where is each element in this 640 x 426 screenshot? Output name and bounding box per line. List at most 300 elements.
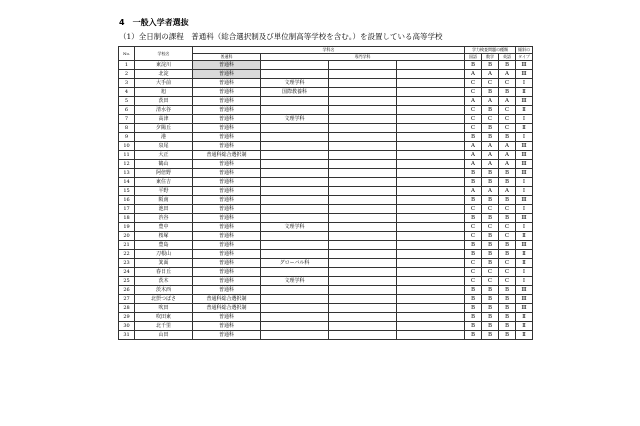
cell-eigo: A bbox=[499, 70, 516, 79]
cell-empty bbox=[329, 214, 397, 223]
header-type-line2: タイプ bbox=[516, 54, 533, 61]
cell-eigo: B bbox=[499, 322, 516, 331]
cell-school: 茨木 bbox=[135, 277, 193, 286]
table-row bbox=[119, 133, 533, 142]
cell-school: 平野 bbox=[135, 187, 193, 196]
cell-type: Ⅲ bbox=[516, 97, 533, 106]
cell-sugaku: B bbox=[482, 295, 499, 304]
cell-eigo: B bbox=[499, 133, 516, 142]
cell-no: 27 bbox=[119, 295, 135, 304]
cell-empty bbox=[397, 286, 465, 295]
cell-senmon bbox=[261, 151, 329, 160]
table-row bbox=[119, 277, 533, 286]
cell-futsu: 普通科 bbox=[193, 79, 261, 88]
cell-empty bbox=[329, 241, 397, 250]
cell-type: Ⅲ bbox=[516, 70, 533, 79]
table-row bbox=[119, 286, 533, 295]
cell-no: 10 bbox=[119, 142, 135, 151]
cell-sugaku: C bbox=[482, 205, 499, 214]
cell-senmon bbox=[261, 295, 329, 304]
cell-type: Ⅲ bbox=[516, 169, 533, 178]
cell-kokugo: C bbox=[465, 223, 482, 232]
cell-eigo: B bbox=[499, 313, 516, 322]
cell-eigo: C bbox=[499, 124, 516, 133]
cell-kokugo: C bbox=[465, 115, 482, 124]
cell-empty bbox=[397, 268, 465, 277]
cell-empty bbox=[329, 142, 397, 151]
header-type-line1: 傾斜の bbox=[516, 47, 533, 54]
cell-kokugo: B bbox=[465, 196, 482, 205]
cell-empty bbox=[397, 115, 465, 124]
table-row bbox=[119, 106, 533, 115]
cell-empty bbox=[397, 61, 465, 70]
cell-type: Ⅰ bbox=[516, 115, 533, 124]
cell-no: 3 bbox=[119, 79, 135, 88]
header-course-group: 学科名 bbox=[193, 47, 465, 54]
cell-school: 茨田 bbox=[135, 97, 193, 106]
cell-kokugo: C bbox=[465, 88, 482, 97]
cell-sugaku: B bbox=[482, 214, 499, 223]
cell-senmon bbox=[261, 106, 329, 115]
cell-kokugo: C bbox=[465, 124, 482, 133]
cell-no: 25 bbox=[119, 277, 135, 286]
cell-eigo: B bbox=[499, 88, 516, 97]
cell-sugaku: B bbox=[482, 178, 499, 187]
table-row bbox=[119, 178, 533, 187]
cell-kokugo: B bbox=[465, 133, 482, 142]
cell-eigo: A bbox=[499, 97, 516, 106]
cell-type: Ⅲ bbox=[516, 196, 533, 205]
cell-no: 4 bbox=[119, 88, 135, 97]
cell-empty bbox=[329, 178, 397, 187]
header-no: No. bbox=[119, 47, 135, 61]
cell-senmon bbox=[261, 178, 329, 187]
cell-senmon bbox=[261, 196, 329, 205]
cell-empty bbox=[397, 223, 465, 232]
cell-school: 山田 bbox=[135, 331, 193, 340]
cell-type: Ⅰ bbox=[516, 187, 533, 196]
cell-empty bbox=[329, 205, 397, 214]
cell-kokugo: A bbox=[465, 97, 482, 106]
cell-futsu: 普通科 bbox=[193, 331, 261, 340]
cell-empty bbox=[329, 250, 397, 259]
cell-senmon bbox=[261, 214, 329, 223]
cell-school: 豊中 bbox=[135, 223, 193, 232]
cell-empty bbox=[329, 97, 397, 106]
cell-school: 阪南 bbox=[135, 196, 193, 205]
cell-kokugo: A bbox=[465, 151, 482, 160]
table-row bbox=[119, 196, 533, 205]
cell-no: 24 bbox=[119, 268, 135, 277]
table-row bbox=[119, 61, 533, 70]
cell-senmon bbox=[261, 142, 329, 151]
table-row bbox=[119, 142, 533, 151]
cell-empty bbox=[397, 178, 465, 187]
cell-eigo: B bbox=[499, 304, 516, 313]
table-row bbox=[119, 115, 533, 124]
cell-school: 北千里 bbox=[135, 322, 193, 331]
cell-sugaku: B bbox=[482, 331, 499, 340]
cell-no: 22 bbox=[119, 250, 135, 259]
cell-futsu: 普通科 bbox=[193, 214, 261, 223]
cell-sugaku: B bbox=[482, 133, 499, 142]
cell-kokugo: B bbox=[465, 322, 482, 331]
cell-eigo: B bbox=[499, 250, 516, 259]
cell-no: 9 bbox=[119, 133, 135, 142]
table-row bbox=[119, 241, 533, 250]
header-exam-group: 学力検査問題の種類 bbox=[465, 47, 516, 54]
cell-kokugo: B bbox=[465, 304, 482, 313]
cell-type: Ⅲ bbox=[516, 151, 533, 160]
cell-school: 吹田 bbox=[135, 304, 193, 313]
cell-type: Ⅲ bbox=[516, 160, 533, 169]
cell-no: 2 bbox=[119, 70, 135, 79]
cell-school: 箕面 bbox=[135, 259, 193, 268]
cell-empty bbox=[329, 196, 397, 205]
cell-type: Ⅱ bbox=[516, 313, 533, 322]
cell-eigo: B bbox=[499, 196, 516, 205]
cell-sugaku: C bbox=[482, 268, 499, 277]
table-row bbox=[119, 160, 533, 169]
cell-sugaku: A bbox=[482, 70, 499, 79]
table-row bbox=[119, 70, 533, 79]
cell-senmon bbox=[261, 97, 329, 106]
cell-empty bbox=[397, 88, 465, 97]
cell-futsu: 普通科 bbox=[193, 178, 261, 187]
cell-kokugo: A bbox=[465, 160, 482, 169]
cell-empty bbox=[329, 115, 397, 124]
cell-futsu: 普通科 bbox=[193, 106, 261, 115]
cell-kokugo: C bbox=[465, 268, 482, 277]
cell-senmon bbox=[261, 232, 329, 241]
cell-sugaku: B bbox=[482, 124, 499, 133]
cell-eigo: C bbox=[499, 277, 516, 286]
cell-no: 23 bbox=[119, 259, 135, 268]
cell-empty bbox=[397, 70, 465, 79]
cell-kokugo: A bbox=[465, 187, 482, 196]
cell-eigo: C bbox=[499, 106, 516, 115]
cell-no: 11 bbox=[119, 151, 135, 160]
table-row bbox=[119, 214, 533, 223]
cell-empty bbox=[397, 196, 465, 205]
cell-futsu: 普通科 bbox=[193, 124, 261, 133]
cell-type: Ⅰ bbox=[516, 178, 533, 187]
cell-no: 28 bbox=[119, 304, 135, 313]
cell-empty bbox=[397, 250, 465, 259]
cell-school: 高津 bbox=[135, 115, 193, 124]
cell-futsu: 普通科 bbox=[193, 97, 261, 106]
cell-no: 30 bbox=[119, 322, 135, 331]
school-table bbox=[118, 46, 533, 340]
cell-futsu: 普通科 bbox=[193, 88, 261, 97]
cell-type: Ⅱ bbox=[516, 88, 533, 97]
cell-sugaku: B bbox=[482, 286, 499, 295]
cell-school: 夕陽丘 bbox=[135, 124, 193, 133]
cell-senmon: 文理学科 bbox=[261, 223, 329, 232]
cell-school: 大手前 bbox=[135, 79, 193, 88]
cell-empty bbox=[397, 259, 465, 268]
cell-no: 16 bbox=[119, 196, 135, 205]
cell-eigo: A bbox=[499, 187, 516, 196]
cell-eigo: C bbox=[499, 205, 516, 214]
cell-futsu: 普通科 bbox=[193, 70, 261, 79]
table-row bbox=[119, 232, 533, 241]
cell-empty bbox=[329, 70, 397, 79]
cell-empty bbox=[397, 331, 465, 340]
cell-school: 東住吉 bbox=[135, 178, 193, 187]
cell-type: Ⅰ bbox=[516, 79, 533, 88]
cell-school: 東淀川 bbox=[135, 61, 193, 70]
cell-no: 26 bbox=[119, 286, 135, 295]
cell-sugaku: C bbox=[482, 79, 499, 88]
cell-eigo: B bbox=[499, 241, 516, 250]
cell-type: Ⅲ bbox=[516, 295, 533, 304]
cell-empty bbox=[329, 79, 397, 88]
cell-senmon bbox=[261, 169, 329, 178]
cell-type: Ⅱ bbox=[516, 322, 533, 331]
cell-empty bbox=[397, 151, 465, 160]
cell-futsu: 普通科 bbox=[193, 160, 261, 169]
cell-futsu: 普通科 bbox=[193, 232, 261, 241]
cell-eigo: C bbox=[499, 115, 516, 124]
cell-senmon: 文理学科 bbox=[261, 277, 329, 286]
table-row bbox=[119, 250, 533, 259]
cell-futsu: 普通科 bbox=[193, 196, 261, 205]
cell-empty bbox=[329, 169, 397, 178]
cell-futsu: 普通科 bbox=[193, 187, 261, 196]
cell-kokugo: C bbox=[465, 79, 482, 88]
cell-senmon bbox=[261, 70, 329, 79]
cell-no: 5 bbox=[119, 97, 135, 106]
cell-eigo: A bbox=[499, 160, 516, 169]
cell-sugaku: B bbox=[482, 61, 499, 70]
cell-kokugo: B bbox=[465, 241, 482, 250]
cell-empty bbox=[329, 268, 397, 277]
table-row bbox=[119, 259, 533, 268]
cell-senmon: グローバル科 bbox=[261, 259, 329, 268]
cell-futsu: 普通科 bbox=[193, 286, 261, 295]
cell-empty bbox=[397, 169, 465, 178]
cell-no: 18 bbox=[119, 214, 135, 223]
cell-senmon bbox=[261, 268, 329, 277]
cell-no: 20 bbox=[119, 232, 135, 241]
cell-sugaku: B bbox=[482, 106, 499, 115]
cell-empty bbox=[329, 133, 397, 142]
cell-empty bbox=[329, 232, 397, 241]
cell-kokugo: B bbox=[465, 250, 482, 259]
cell-school: 豊島 bbox=[135, 241, 193, 250]
cell-empty bbox=[329, 88, 397, 97]
cell-kokugo: C bbox=[465, 259, 482, 268]
cell-school: 刀根山 bbox=[135, 250, 193, 259]
table-row bbox=[119, 322, 533, 331]
table-row bbox=[119, 124, 533, 133]
cell-eigo: C bbox=[499, 232, 516, 241]
cell-senmon: 文理学科 bbox=[261, 79, 329, 88]
cell-school: 港 bbox=[135, 133, 193, 142]
cell-eigo: A bbox=[499, 142, 516, 151]
cell-eigo: B bbox=[499, 295, 516, 304]
table-row bbox=[119, 331, 533, 340]
cell-type: Ⅲ bbox=[516, 61, 533, 70]
cell-sugaku: C bbox=[482, 277, 499, 286]
cell-school: 大正 bbox=[135, 151, 193, 160]
table-row bbox=[119, 268, 533, 277]
cell-empty bbox=[329, 223, 397, 232]
cell-no: 13 bbox=[119, 169, 135, 178]
cell-futsu: 普通科 bbox=[193, 241, 261, 250]
cell-school: 茨木西 bbox=[135, 286, 193, 295]
cell-futsu: 普通科 bbox=[193, 313, 261, 322]
cell-no: 31 bbox=[119, 331, 135, 340]
cell-kokugo: C bbox=[465, 205, 482, 214]
cell-type: Ⅲ bbox=[516, 142, 533, 151]
cell-school: 泉尾 bbox=[135, 142, 193, 151]
cell-type: Ⅱ bbox=[516, 106, 533, 115]
cell-senmon bbox=[261, 160, 329, 169]
header-senmon: 専門学科 bbox=[261, 54, 465, 61]
cell-no: 29 bbox=[119, 313, 135, 322]
cell-empty bbox=[397, 322, 465, 331]
cell-futsu: 普通科 bbox=[193, 169, 261, 178]
cell-type: Ⅲ bbox=[516, 286, 533, 295]
cell-type: Ⅲ bbox=[516, 304, 533, 313]
cell-kokugo: B bbox=[465, 286, 482, 295]
cell-senmon bbox=[261, 187, 329, 196]
cell-sugaku: A bbox=[482, 142, 499, 151]
cell-senmon bbox=[261, 322, 329, 331]
cell-type: Ⅱ bbox=[516, 232, 533, 241]
cell-empty bbox=[397, 97, 465, 106]
cell-empty bbox=[397, 304, 465, 313]
cell-no: 15 bbox=[119, 187, 135, 196]
cell-no: 14 bbox=[119, 178, 135, 187]
cell-type: Ⅰ bbox=[516, 133, 533, 142]
cell-school: 春日丘 bbox=[135, 268, 193, 277]
cell-eigo: B bbox=[499, 214, 516, 223]
cell-eigo: B bbox=[499, 61, 516, 70]
cell-senmon bbox=[261, 205, 329, 214]
cell-eigo: C bbox=[499, 79, 516, 88]
cell-eigo: C bbox=[499, 223, 516, 232]
cell-empty bbox=[329, 187, 397, 196]
cell-kokugo: B bbox=[465, 178, 482, 187]
cell-futsu: 普通科 bbox=[193, 115, 261, 124]
cell-eigo: C bbox=[499, 259, 516, 268]
cell-sugaku: A bbox=[482, 151, 499, 160]
cell-school: 桜塚 bbox=[135, 232, 193, 241]
cell-sugaku: B bbox=[482, 169, 499, 178]
table-row bbox=[119, 187, 533, 196]
cell-empty bbox=[397, 241, 465, 250]
cell-futsu: 普通科 bbox=[193, 205, 261, 214]
cell-senmon bbox=[261, 331, 329, 340]
cell-empty bbox=[329, 151, 397, 160]
cell-type: Ⅱ bbox=[516, 250, 533, 259]
cell-futsu: 普通科総合選択制 bbox=[193, 304, 261, 313]
cell-school: 北摂つばさ bbox=[135, 295, 193, 304]
table-row bbox=[119, 313, 533, 322]
cell-eigo: A bbox=[499, 151, 516, 160]
cell-sugaku: B bbox=[482, 196, 499, 205]
cell-no: 19 bbox=[119, 223, 135, 232]
cell-kokugo: C bbox=[465, 106, 482, 115]
cell-eigo: C bbox=[499, 268, 516, 277]
cell-school: 渋谷 bbox=[135, 214, 193, 223]
cell-empty bbox=[397, 124, 465, 133]
cell-eigo: B bbox=[499, 286, 516, 295]
cell-eigo: B bbox=[499, 178, 516, 187]
cell-empty bbox=[397, 142, 465, 151]
cell-school: 阿倍野 bbox=[135, 169, 193, 178]
header-eigo: 英語 bbox=[499, 54, 516, 61]
cell-school: 旭 bbox=[135, 88, 193, 97]
cell-kokugo: B bbox=[465, 61, 482, 70]
cell-type: Ⅰ bbox=[516, 277, 533, 286]
cell-empty bbox=[397, 232, 465, 241]
cell-no: 8 bbox=[119, 124, 135, 133]
cell-type: Ⅰ bbox=[516, 205, 533, 214]
cell-eigo: B bbox=[499, 169, 516, 178]
cell-sugaku: B bbox=[482, 250, 499, 259]
cell-no: 1 bbox=[119, 61, 135, 70]
cell-kokugo: C bbox=[465, 232, 482, 241]
cell-empty bbox=[329, 286, 397, 295]
cell-empty bbox=[397, 187, 465, 196]
header-school: 学校名 bbox=[135, 47, 193, 61]
cell-empty bbox=[397, 79, 465, 88]
cell-futsu: 普通科 bbox=[193, 277, 261, 286]
cell-senmon bbox=[261, 304, 329, 313]
cell-futsu: 普通科 bbox=[193, 133, 261, 142]
table-row bbox=[119, 88, 533, 97]
cell-type: Ⅱ bbox=[516, 331, 533, 340]
cell-futsu: 普通科 bbox=[193, 322, 261, 331]
cell-sugaku: B bbox=[482, 313, 499, 322]
cell-sugaku: A bbox=[482, 160, 499, 169]
cell-type: Ⅰ bbox=[516, 268, 533, 277]
cell-empty bbox=[329, 313, 397, 322]
header-futsu: 普通科 bbox=[193, 54, 261, 61]
section-heading: 4 一般入学者選抜 bbox=[119, 18, 189, 27]
cell-kokugo: B bbox=[465, 169, 482, 178]
cell-empty bbox=[397, 295, 465, 304]
cell-kokugo: A bbox=[465, 70, 482, 79]
cell-empty bbox=[397, 313, 465, 322]
cell-senmon bbox=[261, 286, 329, 295]
cell-sugaku: B bbox=[482, 241, 499, 250]
cell-sugaku: B bbox=[482, 304, 499, 313]
cell-school: 清水谷 bbox=[135, 106, 193, 115]
cell-school: 池田 bbox=[135, 205, 193, 214]
header-kokugo: 国語 bbox=[465, 54, 482, 61]
cell-empty bbox=[397, 277, 465, 286]
cell-empty bbox=[329, 277, 397, 286]
table-body bbox=[119, 61, 533, 340]
table-row bbox=[119, 151, 533, 160]
cell-type: Ⅰ bbox=[516, 223, 533, 232]
cell-futsu: 普通科総合選択制 bbox=[193, 295, 261, 304]
cell-empty bbox=[329, 61, 397, 70]
cell-empty bbox=[329, 160, 397, 169]
cell-sugaku: B bbox=[482, 88, 499, 97]
cell-futsu: 普通科 bbox=[193, 61, 261, 70]
table-row bbox=[119, 169, 533, 178]
cell-type: Ⅱ bbox=[516, 124, 533, 133]
cell-senmon: 文理学科 bbox=[261, 115, 329, 124]
cell-no: 17 bbox=[119, 205, 135, 214]
cell-senmon bbox=[261, 124, 329, 133]
